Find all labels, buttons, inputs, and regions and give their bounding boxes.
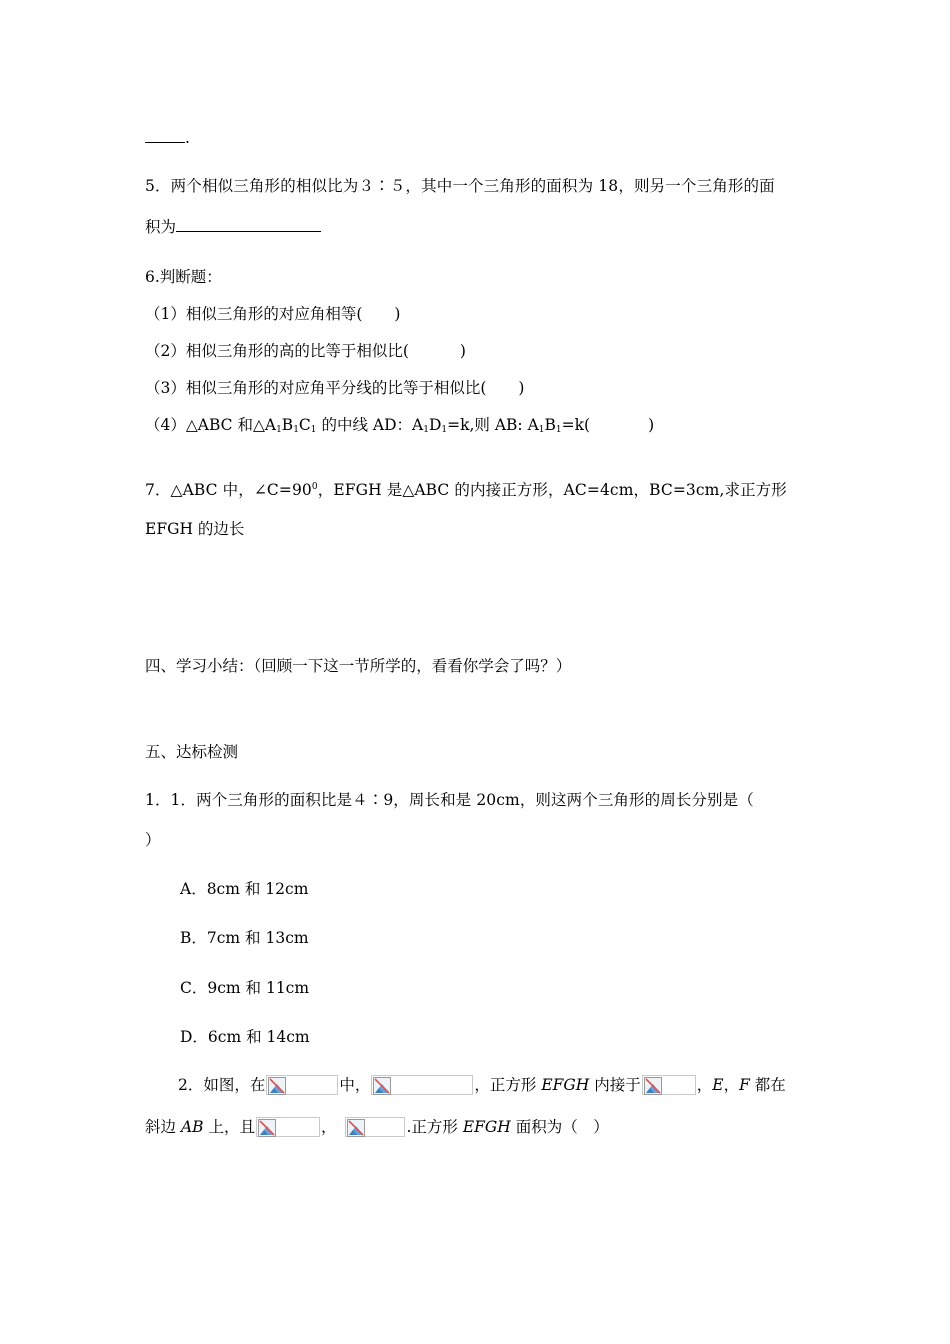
t1-line1: 1．1．两个三角形的面积比是４∶9，周长和是 20cm，则这两个三角形的周长分别是（ [145,791,754,809]
q7-line2: EFGH 的边长 [145,520,245,538]
t2-text: ， [320,1118,337,1136]
t2-text: ， [696,1076,713,1094]
t2-text: 内接于 [589,1076,641,1094]
t2-text: 上，且 [203,1118,255,1136]
superscript: 0 [311,482,318,492]
q6-item-text: （3）相似三角形的对应角平分线的比等于相似比( [145,379,487,397]
q6-item4-text: =k( [561,416,591,434]
q6-item4-text: C [298,416,311,434]
t2-text: .正方形 [406,1118,463,1136]
q6-item-close: ) [394,305,401,323]
subscript: 1 [555,425,562,435]
q6-item-close: ) [648,416,655,434]
t2-line2 [145,1117,609,1137]
t2-text: ，正方形 [474,1076,542,1094]
subscript: 1 [423,425,429,435]
t1-option-c: C．9cm 和 11cm [180,979,310,997]
q7-line1 [145,477,787,500]
broken-image-icon [371,1075,473,1095]
broken-image-icon [345,1117,405,1137]
t2-line1 [178,1075,786,1095]
q6-item-1 [145,304,400,324]
q4-tail-line [145,128,190,148]
q6-item4-text: B [544,416,556,434]
t1-option-a: A．8cm 和 12cm [180,880,309,898]
answer-blank [176,217,321,232]
q6-item-2 [145,341,466,361]
q6-item4-text: B [281,416,294,434]
q6-item4-text: 的中线 AD：A [316,416,424,434]
q6-item-3 [145,378,524,398]
t2-text: ， [723,1076,740,1094]
t1-option-d: D．6cm 和 14cm [180,1028,310,1046]
subscript: 1 [293,425,299,435]
answer-blank [145,128,185,143]
t2-italic: EFGH [541,1076,590,1094]
q6-item4-text: D [428,416,442,434]
broken-image-icon [266,1075,338,1095]
q5-line1: 5．两个相似三角形的相似比为３∶５，其中一个三角形的面积为 18，则另一个三角形的面 [145,177,775,195]
t2-italic: E [712,1076,724,1094]
q6-item4-pre: （4）△ABC 和△A [145,416,277,434]
t2-text: 都在 [749,1076,786,1094]
section-5-heading: 五、达标检测 [145,743,239,761]
q7-text: ，EFGH 是△ABC 的内接正方形，AC=4cm，BC=3cm,求正方形 [317,481,787,499]
subscript: 1 [310,425,317,435]
q5-line2-text: 积为 [145,218,177,236]
t2-italic: EFGH [462,1118,511,1136]
t2-italic: F [739,1076,750,1094]
q6-item-close: ) [459,342,466,360]
q6-item-4 [145,415,654,440]
t1-line2: ） [145,831,161,849]
t2-text: 中， [339,1076,371,1094]
q5-line2 [145,217,321,237]
t2-text: 面积为（ ） [510,1118,609,1136]
broken-image-icon [256,1117,320,1137]
subscript: 1 [276,425,282,435]
q6-item4-text: =k,则 AB: A [447,416,539,434]
subscript: 1 [441,425,448,435]
q7-text: 7．△ABC 中，∠C=90 [145,481,312,499]
q6-title: 6.判断题： [145,268,222,286]
t1-option-b: B．7cm 和 13cm [180,929,309,947]
q6-item-text: （1）相似三角形的对应角相等( [145,305,363,323]
section-4-heading: 四、学习小结：（回顾一下这一节所学的，看看你学会了吗？） [145,657,572,675]
t2-italic: AB [180,1118,204,1136]
broken-image-icon [642,1075,696,1095]
q4-tail-text: . [185,129,190,147]
subscript: 1 [538,425,545,435]
q6-item-text: （2）相似三角形的高的比等于相似比( [145,342,409,360]
q6-item-close: ) [518,379,525,397]
t2-text: 斜边 [145,1118,181,1136]
t2-text: 2．如图，在 [178,1076,266,1094]
